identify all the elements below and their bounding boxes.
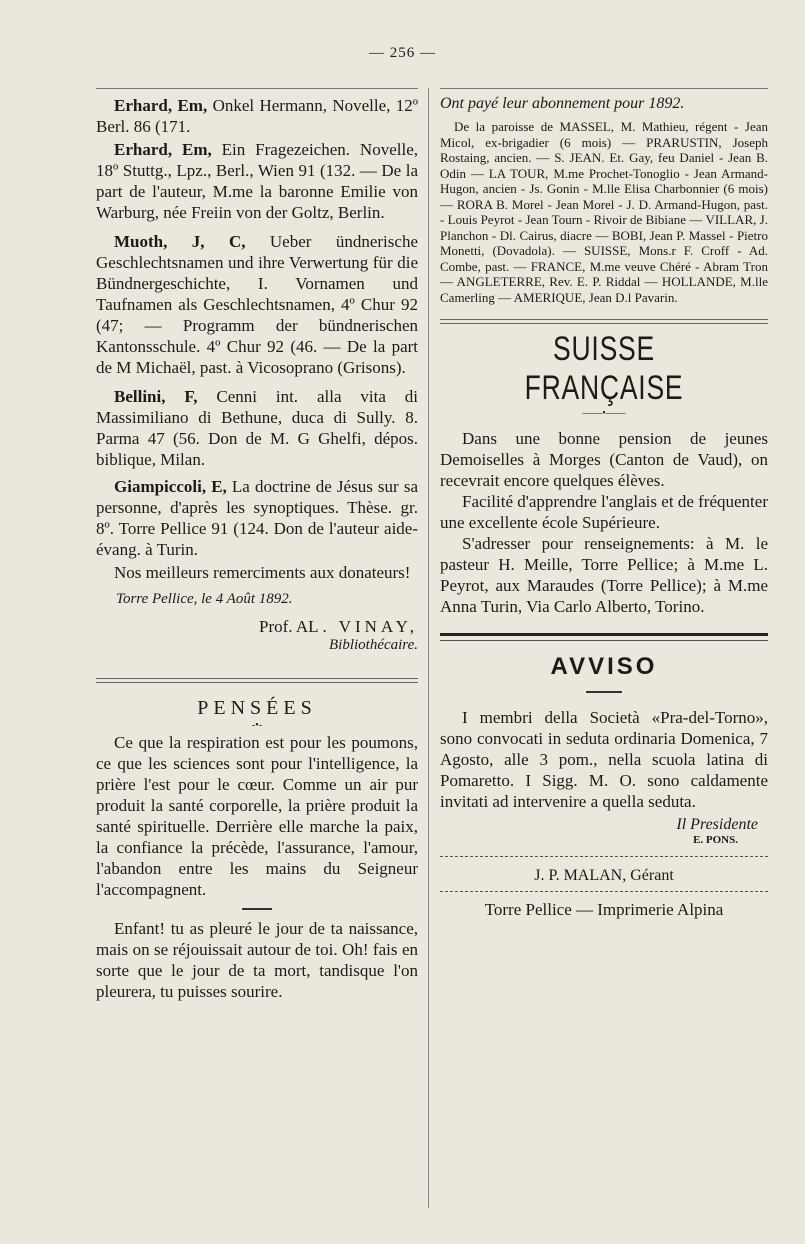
entry-author: Bellini, F, [114, 387, 198, 406]
imprimerie-line: Torre Pellice — Imprimerie Alpina [484, 900, 724, 919]
entry-text: Cenni int. alla vita di Massimiliano di Bethune, duca di Sully. 8. Parma 47 (56. Don de M. G Ghelfi, dépos. biblique, Milan. [96, 387, 418, 469]
pensees-paragraph [96, 732, 418, 900]
ornament-icon: -•- [251, 720, 263, 731]
entry-author: Erhard, Em, [114, 96, 208, 115]
separator [586, 691, 622, 693]
entry-text: Ueber ündnerische Geschlechtsnamen und ihre Verwertung für die Bündnergeschichte, I. Vornamen und Taufnamen als Geschlechtsnamen, 4º Chur 92 (47; — Programm der bündnerischen Kantonsschule. 4º Chur 92 (46. — De la part de M Michaël, past. à Vicosoprano (Grisons). [96, 232, 418, 377]
entry-text: Onkel Hermann, Novelle, 12º Berl. 86 (171. [96, 96, 419, 136]
entry-text: La doctrine de Jésus sur sa personne, d'après les synoptiques. Thèse. gr. 8º. Torre Pellice 91 (124. Don de l'auteur aide-évang. à Turin. [96, 477, 418, 559]
column-divider [428, 88, 429, 1208]
top-rule [440, 88, 768, 89]
suisse-paragraph [440, 491, 768, 533]
entry-author: Erhard, Em, [114, 140, 212, 159]
presidente-name: E. PONS. [693, 834, 738, 846]
pensees-paragraph [96, 918, 418, 1002]
suisse-text: Dans une bonne pension de jeunes Demoiselles à Morges (Canton de Vaud), on recevrait encore quelques élèves. [440, 429, 768, 490]
right-column [440, 88, 768, 920]
thick-rule [440, 633, 768, 636]
wavy-rule [440, 891, 768, 896]
avviso-text: I membri della Società «Pra-del-Torno», sono convocati in seduta ordinaria Domenica, 7 Agosto, alle 3 pom., nella scuola latina di Pomaretto. I Sigg. M. O. sono caldamente invitati ad intervenire a quella seduta. [440, 708, 768, 811]
entry-author: Giampiccoli, E, [114, 477, 227, 496]
left-column [96, 88, 418, 1002]
double-rule [440, 319, 768, 324]
gerant-line: J. P. MALAN, Gérant [534, 867, 674, 884]
ornament-icon: ——•—— [582, 408, 626, 419]
donation-entry [96, 476, 418, 560]
thin-rule [440, 640, 768, 641]
abonnement-text: De la paroisse de MASSEL, M. Mathieu, régent - Jean Micol, ex-brigadier (6 mois) — PRARUSTIN, Joseph Rostaing, ancien. — S. JEAN. Et. Gay, feu Daniel - Jean B. Odin — LA TOUR, M.me Prochet-Tonoglio - Jean Armand-Hugon, ancien - Js. Gonin - M.lle Elisa Charbonnier (6 mois) — RORA B. Morel - Jean Morel - J. D. Armand-Hugon, past. - Louis Peyrot - Jean Tourn - Rivoir de Bibiane — VILLAR, J. Planchon - Dl. Cairus, diacre — BOBI, Jean P. Massel - Pietro Monetti, (Dovadola). — SUISSE, Mons.r F. Croff - Ad. Combe, past. — FRANCE, M.me veuve Chéré - Abram Tron — ANGLETERRE, Rev. E. P. Riddal — HOLLANDE, M.lle Camerling — AMERIQUE, Jean D.l Pavarin. [440, 119, 768, 305]
donation-entry [96, 95, 418, 137]
suisse-text: Facilité d'apprendre l'anglais et de fréquenter une excellente école Supérieure. [440, 492, 768, 532]
entry-text: Ein Fragezeichen. Novelle, 18º Stuttg., Lpz., Berl., Wien 91 (132. — De la part de l'auteur, M.me la baronne Emilie von Warburg, née Freiin von der Goltz, Berlin. [96, 140, 418, 222]
top-rule [96, 88, 418, 89]
donation-entry [96, 231, 418, 378]
abonnement-title: Ont payé leur abonnement pour 1892. [440, 95, 685, 112]
suisse-paragraph [440, 428, 768, 491]
signature-prefix: Prof. A [259, 617, 309, 636]
double-rule [96, 678, 418, 683]
signature [96, 616, 418, 637]
donation-entry [96, 139, 418, 223]
wavy-rule [440, 856, 768, 861]
avviso-paragraph [440, 707, 768, 812]
pensees-text: Enfant! tu as pleuré le jour de ta naissance, mais on se réjouissait autour de toi. Oh! fais en sorte que le jour de ta mort, tandisque l'on pleurera, tu puisses sourire. [96, 919, 418, 1001]
separator [242, 908, 272, 910]
presidente-label: Il Presidente [676, 816, 758, 833]
abonnement-list [440, 119, 768, 305]
thanks-label: Nos meilleurs remerciments aux donateurs! [114, 563, 411, 582]
suisse-text: S'adresser pour renseignements: à M. le pasteur H. Meille, Torre Pellice; à M.me L. Peyrot, aux Maraudes (Torre Pellice); à M.me Anna Turin, Via Carlo Alberto, Torino. [440, 534, 768, 616]
pensees-text: Ce que la respiration est pour les poumons, ce que les sciences sont pour l'intelligence, la prière l'est pour le cœur. Comme un air pur produit la santé corporelle, la prière produit la santé spirituelle. Derrière elle marche la paix, la confiance la précède, l'assurance, l'amour, l'abandon entre les mains du Seigneur l'accompagnent. [96, 733, 418, 899]
pensees-heading: PENSÉES [197, 697, 317, 719]
avviso-heading: AVVISO [550, 653, 658, 680]
place-date: Torre Pellice, le 4 Août 1892. [116, 591, 293, 607]
donation-entry [96, 386, 418, 470]
signature-name: L. VINAY, [308, 617, 418, 636]
suisse-heading: SUISSE FRANÇAISE [524, 330, 684, 407]
signature-title: Bibliothécaire. [328, 637, 418, 653]
suisse-paragraph [440, 533, 768, 617]
entry-author: Muoth, J, C, [114, 232, 246, 251]
page-number: — 256 — [369, 45, 436, 61]
thanks-text [96, 562, 418, 583]
